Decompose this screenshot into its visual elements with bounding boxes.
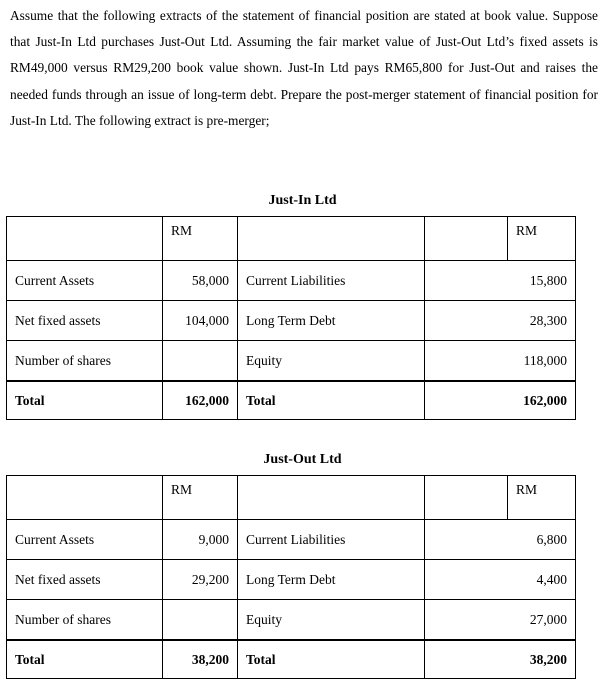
total-liability-label: Total bbox=[238, 381, 425, 420]
total-liability-label: Total bbox=[238, 640, 425, 679]
total-liability-value: 162,000 bbox=[425, 381, 576, 420]
row-label: Net fixed assets bbox=[7, 301, 163, 341]
question-line: Assume that the following extracts of the statement of financial position are stated at book bbox=[10, 8, 512, 23]
table-header-row bbox=[7, 476, 576, 520]
liability-value: 15,800 bbox=[425, 261, 576, 301]
just-in-balance-sheet bbox=[6, 216, 576, 420]
rm-header-left: RM bbox=[163, 476, 238, 520]
total-label: Total bbox=[7, 640, 163, 679]
liability-value: 27,000 bbox=[425, 600, 576, 641]
table-header-row bbox=[7, 217, 576, 261]
liability-label: Current Liabilities bbox=[238, 261, 425, 301]
liability-label: Equity bbox=[238, 341, 425, 382]
rm-header-right: RM bbox=[508, 476, 576, 520]
row-label: Number of shares bbox=[7, 341, 163, 382]
liability-label: Long Term Debt bbox=[238, 560, 425, 600]
question-paragraph bbox=[10, 3, 598, 134]
rm-header-right: RM bbox=[508, 217, 576, 261]
table-row bbox=[7, 301, 576, 341]
liability-label: Equity bbox=[238, 600, 425, 641]
liability-value: 6,800 bbox=[425, 520, 576, 560]
total-row bbox=[7, 381, 576, 420]
just-out-balance-sheet bbox=[6, 475, 576, 679]
just-out-title: Just-Out Ltd bbox=[263, 452, 342, 467]
row-value bbox=[163, 600, 238, 641]
question-line: value. Suppose that Just-In Ltd purchases Just-Out Ltd. Assuming the fair market value of bbox=[10, 8, 598, 50]
total-liability-value: 38,200 bbox=[425, 640, 576, 679]
total-value: 162,000 bbox=[163, 381, 238, 420]
row-label: Current Assets bbox=[7, 261, 163, 301]
row-value: 29,200 bbox=[163, 560, 238, 600]
liability-value: 118,000 bbox=[425, 341, 576, 382]
row-value bbox=[163, 341, 238, 382]
row-label: Current Assets bbox=[7, 520, 163, 560]
total-label: Total bbox=[7, 381, 163, 420]
liability-label: Long Term Debt bbox=[238, 301, 425, 341]
liability-value: 4,400 bbox=[425, 560, 576, 600]
question-line: is pre-merger; bbox=[194, 112, 270, 128]
just-in-title: Just-In Ltd bbox=[268, 193, 337, 208]
rm-header-left: RM bbox=[163, 217, 238, 261]
total-row bbox=[7, 640, 576, 679]
row-label: Number of shares bbox=[7, 600, 163, 641]
table-row bbox=[7, 341, 576, 382]
table-row bbox=[7, 261, 576, 301]
row-value: 104,000 bbox=[163, 301, 238, 341]
table-row bbox=[7, 600, 576, 641]
table-row bbox=[7, 520, 576, 560]
total-value: 38,200 bbox=[163, 640, 238, 679]
row-value: 58,000 bbox=[163, 261, 238, 301]
row-value: 9,000 bbox=[163, 520, 238, 560]
row-label: Net fixed assets bbox=[7, 560, 163, 600]
liability-value: 28,300 bbox=[425, 301, 576, 341]
question-line: Prepare the post-merger statement of financial position for Just-In Ltd. The following extract bbox=[10, 86, 598, 128]
question-line: Just-Out Ltd’s fixed assets is RM49,000 versus RM29,200 book value shown. Just-In Ltd bbox=[10, 34, 598, 76]
liability-label: Current Liabilities bbox=[238, 520, 425, 560]
question-line: pays RM65,800 for Just-Out and raises the needed funds through an issue of long-term debt. bbox=[10, 60, 598, 102]
table-row bbox=[7, 560, 576, 600]
